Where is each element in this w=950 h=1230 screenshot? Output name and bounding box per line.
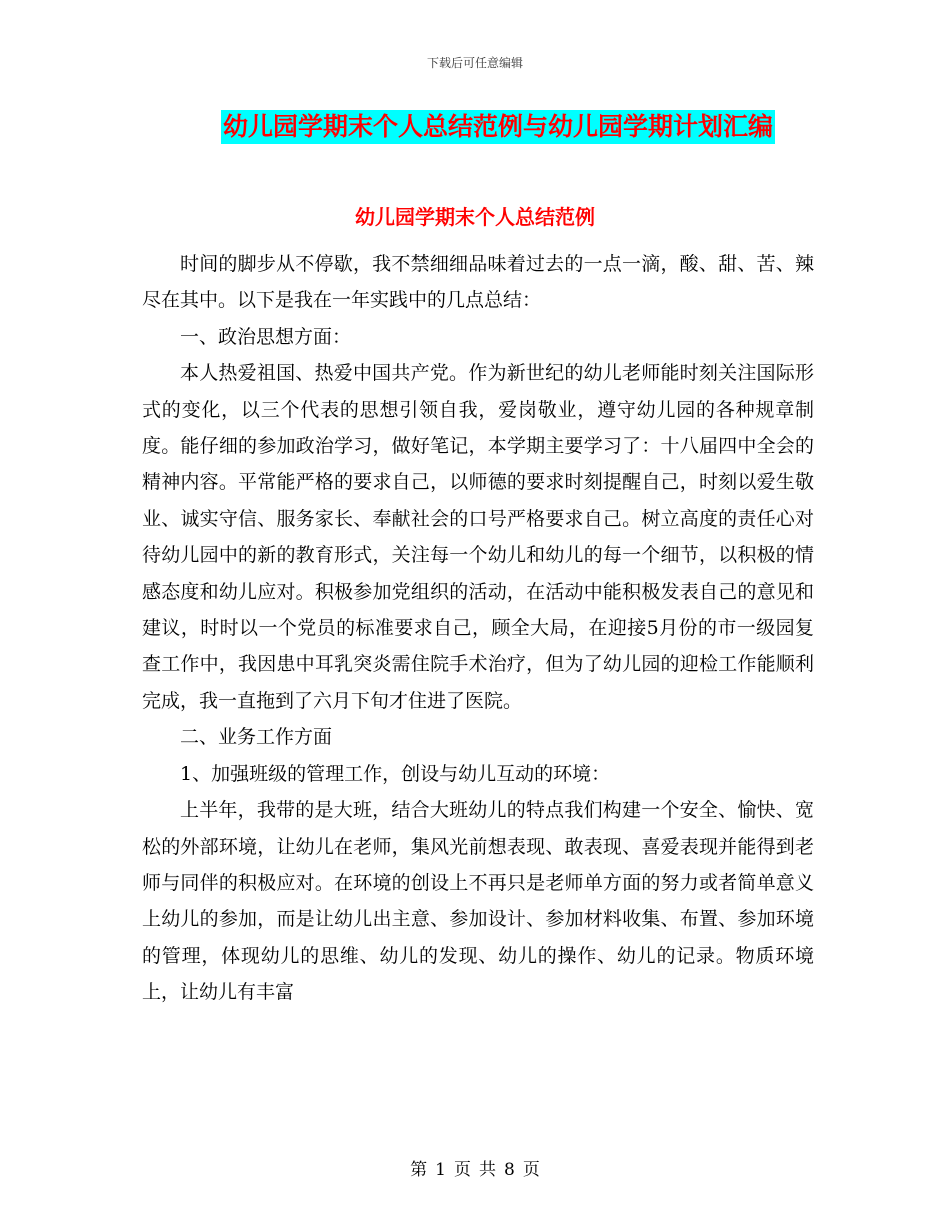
paragraph: 二、业务工作方面 — [180, 726, 333, 749]
section-title: 幼儿园学期末个人总结范例 — [355, 205, 595, 229]
document-title: 幼儿园学期末个人总结范例与幼儿园学期计划汇编 — [221, 110, 775, 144]
footer-total-pages: 8 — [504, 1160, 515, 1180]
paragraph: 本人热爱祖国、热爱中国共产党。作为新世纪的幼儿老师能时刻关注国际形式的变化，以三个代表的思想引领自我，爱岗敬业，遵守幼儿园的各种规章制度。能仔细的参加政治学习，做好笔记，本学期主要学习了：十八届四中全会的精神内容。平常能严格的要求自己，以师德的要求时刻提醒自己，时刻以爱生敬业、诚实守信、服务家长、奉献社会的口号严格要求自己。树立高度的责任心对待幼儿园中的新的教育形式，关注每一个幼儿和幼儿的每一个细节，以积极的情感态度和幼儿应对。积极参加党组织的活动，在活动中能积极发表自己的意见和建议，时时以一个党员的标准要求自己，顾全大局，在迎接5月份的市一级园复查工作中，我因患中耳乳突炎需住院手术治疗，但为了幼儿园的迎检工作能顺利完成，我一直拖到了六月下旬才住进了医院。 — [142, 362, 814, 712]
footer-page-word: 页 — [454, 1160, 471, 1180]
doc-title-wrap — [0, 110, 950, 144]
footer-total-word: 共 — [479, 1160, 496, 1180]
paragraph: 时间的脚步从不停歇，我不禁细细品味着过去的一点一滴，酸、甜、苦、辣尽在其中。以下是我在一年实践中的几点总结： — [142, 253, 814, 312]
paragraph: 上半年，我带的是大班，结合大班幼儿的特点我们构建一个安全、愉快、宽松的外部环境，让幼儿在老师，集风光前想表现、敢表现、喜爱表现并能得到老师与同伴的积极应对。在环境的创设上不再只是老师单方面的努力或者简单意义上幼儿的参加，而是让幼儿出主意、参加设计、参加材料收集、布置、参加环境的管理，体现幼儿的思维、幼儿的发现、幼儿的操作、幼儿的记录。物质环境上，让幼儿有丰富 — [142, 799, 814, 1004]
paragraph: 1、加强班级的管理工作，创设与幼儿互动的环境： — [180, 762, 611, 785]
footer-prefix: 第 — [410, 1160, 428, 1180]
footer-page-number: 1 — [435, 1160, 446, 1180]
page-footer — [0, 1155, 950, 1180]
header-note: 下载后可任意编辑 — [426, 56, 523, 70]
document-body — [142, 246, 814, 1011]
paragraph: 一、政治思想方面： — [180, 325, 352, 348]
footer-suffix: 页 — [522, 1160, 540, 1180]
